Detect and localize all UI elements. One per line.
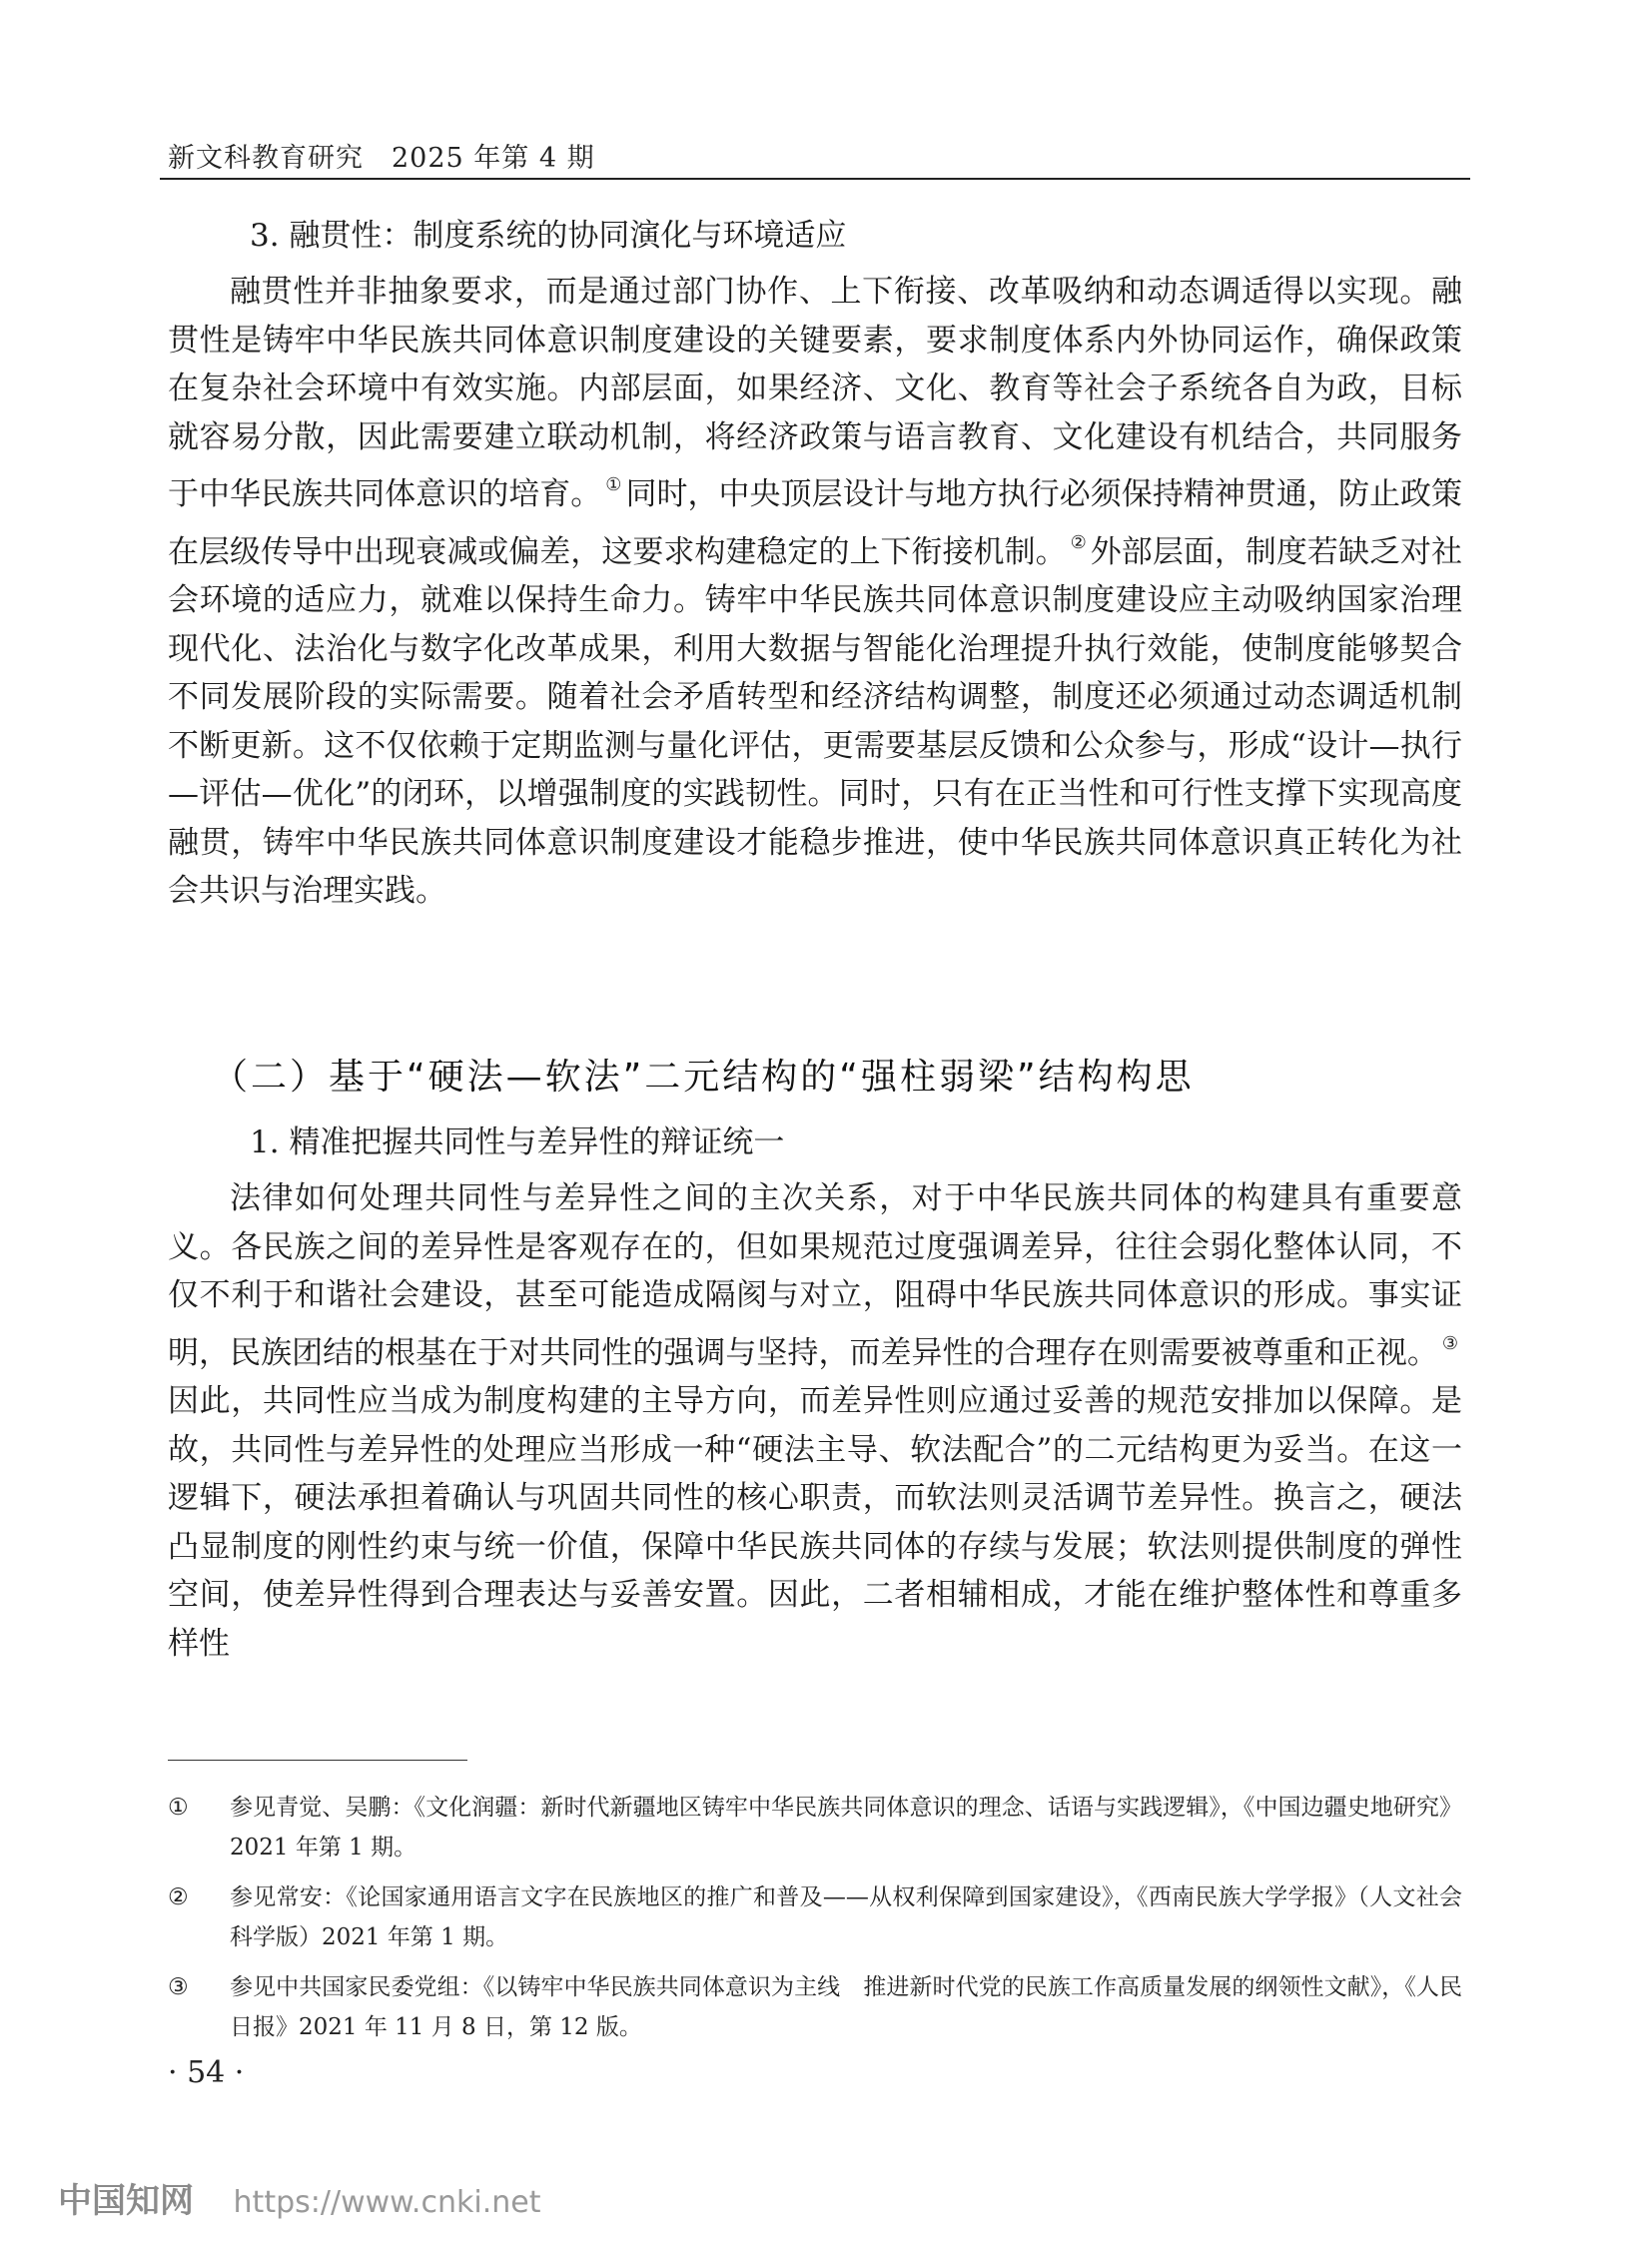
subsection-heading-1: 1. 精准把握共同性与差异性的辩证统一 — [250, 1124, 785, 1160]
body-paragraph-commonality — [168, 1174, 1462, 1668]
cnki-logo: 中国知网 — [58, 2181, 194, 2221]
paragraph-text: 法律如何处理共同性与差异性之间的主次关系，对于中华民族共同体的构建具有重要意义。各民族之间的差异性是客观存在的，但如果规范过度强调差异，往往会弱化整体认同，不仅不利于和谐社会建设，甚至可能造成隔阂与对立，阻碍中华民族共同体意识的形成。事实证明，民族团结的根基在于对共同性的强调与坚持，而差异性的合理存在则需要被尊重和正视。 — [168, 1180, 1462, 1371]
footnote-mark: ③ — [168, 1974, 189, 2000]
paragraph-text: 因此，共同性应当成为制度构建的主导方向，而差异性则应通过妥善的规范安排加以保障。是故，共同性与差异性的处理应当形成一种“硬法主导、软法配合”的二元结构更为妥当。在这一逻辑下，硬法承担着确认与巩固共同性的核心职责，而软法则灵活调节差异性。换言之，硬法凸显制度的刚性约束与统一价值，保障中华民族共同体的存续与发展；软法则提供制度的弹性空间，使差异性得到合理表达与妥善安置。因此，二者相辅相成，才能在维护整体性和尊重多样性 — [168, 1383, 1462, 1662]
footnote-rule — [168, 1760, 467, 1761]
footnote-text: 参见中共国家民委党组：《以铸牢中华民族共同体意识为主线 推进新时代党的民族工作高质量发展的纲领性文献》，《人民日报》2021 年 11 月 8 日，第 12 版。 — [230, 1974, 1462, 2040]
section-heading: （二）基于“硬法—软法”二元结构的“强柱弱梁”结构构思 — [212, 1057, 1195, 1098]
running-head: 新文科教育研究 2025 年第 4 期 — [168, 143, 595, 174]
footnote-ref-1[interactable]: ① — [605, 474, 622, 495]
footnote-ref-2[interactable]: ② — [1070, 531, 1087, 553]
cnki-url[interactable]: https://www.cnki.net — [233, 2185, 541, 2220]
footnote-ref-3[interactable]: ③ — [1441, 1332, 1458, 1354]
footnote-1 — [168, 1788, 1462, 1868]
cnki-watermark — [58, 2173, 540, 2222]
header-rule — [160, 178, 1470, 180]
footnote-3 — [168, 1967, 1462, 2047]
page-number: · 54 · — [168, 2055, 245, 2090]
footnote-text: 参见常安：《论国家通用语言文字在民族地区的推广和普及——从权利保障到国家建设》，《西南民族大学学报》（人文社会科学版）2021 年第 1 期。 — [230, 1884, 1462, 1950]
paragraph-text: 融贯性并非抽象要求，而是通过部门协作、上下衔接、改革吸纳和动态调适得以实现。融贯性是铸牢中华民族共同体意识制度建设的关键要素，要求制度体系内外协同运作，确保政策在复杂社会环境中有效实施。内部层面，如果经济、文化、教育等社会子系统各自为政，目标就容易分散，因此需要建立联动机制，将经济政策与语言教育、文化建设有机结合，共同服务于中华民族共同体意识的培育。 — [168, 274, 1462, 512]
paragraph-text: 同时，中央顶层设计与地方执行必须保持精神贯通，防止政策在层级传导中出现衰减或偏差，这要求构建稳定的上下衔接机制。 — [168, 476, 1463, 570]
body-paragraph-coherence — [168, 268, 1462, 916]
footnote-text: 参见青觉、吴鹏：《文化润疆：新时代新疆地区铸牢中华民族共同体意识的理念、话语与实践逻辑》，《中国边疆史地研究》2021 年第 1 期。 — [230, 1795, 1462, 1861]
subsection-heading-3: 3. 融贯性：制度系统的协同演化与环境适应 — [250, 218, 847, 254]
paragraph-text: 外部层面，制度若缺乏对社会环境的适应力，就难以保持生命力。铸牢中华民族共同体意识制度建设应主动吸纳国家治理现代化、法治化与数字化改革成果，利用大数据与智能化治理提升执行效能，使制度能够契合不同发展阶段的实际需要。随着社会矛盾转型和经济结构调整，制度还必须通过动态调适机制不断更新。这不仅依赖于定期监测与量化评估，更需要基层反馈和公众参与，形成“设计—执行—评估—优化”的闭环，以增强制度的实践韧性。同时，只有在正当性和可行性支撑下实现高度融贯，铸牢中华民族共同体意识制度建设才能稳步推进，使中华民族共同体意识真正转化为社会共识与治理实践。 — [168, 533, 1463, 909]
footnote-2 — [168, 1877, 1462, 1957]
footnote-mark: ① — [168, 1795, 189, 1821]
footnote-mark: ② — [168, 1884, 189, 1910]
footnotes — [168, 1788, 1462, 2057]
